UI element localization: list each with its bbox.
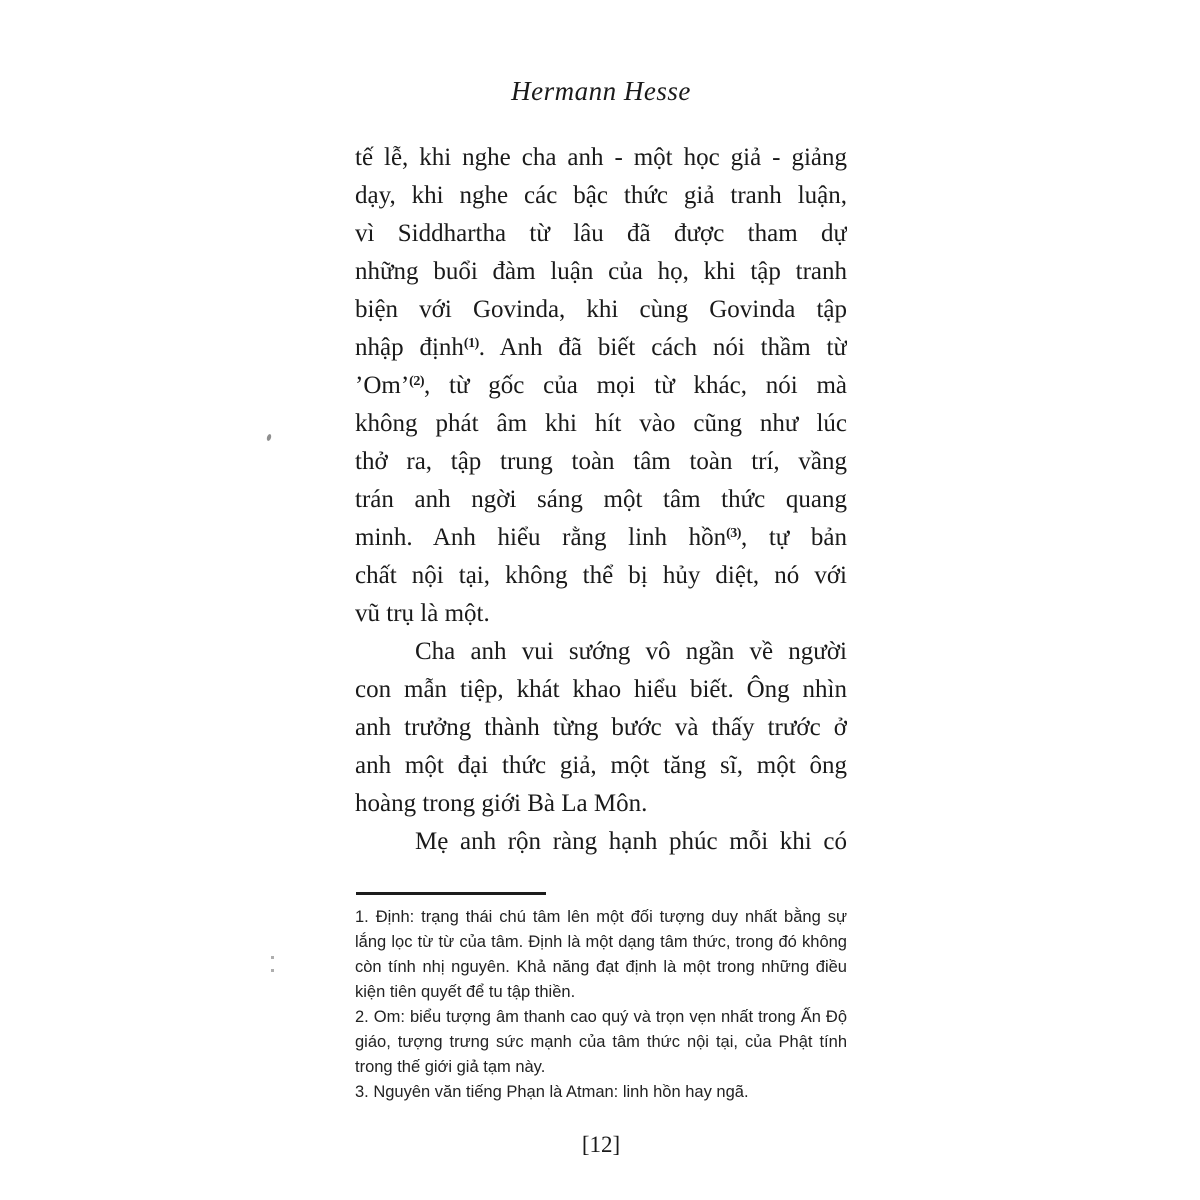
body-line [355, 671, 847, 709]
footnote-line [355, 1055, 847, 1080]
scan-speck [266, 434, 272, 442]
body-line [355, 747, 847, 785]
text-segment: 2. Om: biểu tượng âm thanh cao quý và trọn vẹn nhất trong Ấn Độ [355, 1008, 847, 1026]
footnote-line [355, 1005, 847, 1030]
body-line [355, 405, 847, 443]
text-segment: minh. Anh hiểu rằng linh hồn [355, 524, 727, 551]
text-segment: hoàng trong giới Bà La Môn. [355, 790, 648, 817]
text-segment: giáo, tượng trưng sức mạnh của tâm thức nội tại, của Phật tính [355, 1033, 847, 1051]
page-number: [12] [581, 1132, 621, 1157]
text-segment: biện với Govinda, khi cùng Govinda tập [355, 296, 847, 323]
body-line [355, 785, 847, 823]
footnote-ref-marker: (1) [463, 336, 479, 352]
text-segment: . Anh đã biết cách nói thầm từ [478, 334, 847, 361]
footnote-separator-rule [356, 892, 546, 895]
text-segment: Mẹ anh rộn ràng hạnh phúc mỗi khi có [415, 828, 847, 855]
text-segment: , từ gốc của mọi từ khác, nói mà [423, 372, 847, 399]
text-segment: 3. Nguyên văn tiếng Phạn là Atman: linh hồn hay ngã. [355, 1083, 749, 1101]
text-segment: trong thế giới giả tạm này. [355, 1058, 546, 1076]
text-segment: ’Om’ [355, 372, 410, 399]
body-line [355, 215, 847, 253]
text-segment: thở ra, tập trung toàn tâm toàn trí, vầng [355, 448, 847, 475]
body-line [355, 139, 847, 177]
footnote-line [355, 1080, 847, 1105]
text-segment: tế lễ, khi nghe cha anh - một học giả - giảng [355, 144, 847, 171]
text-segment: 1. Định: trạng thái chú tâm lên một đối tượng duy nhất bằng sự [355, 908, 847, 926]
text-segment: còn tính nhị nguyên. Khả năng đạt định là một trong những điều [355, 958, 847, 976]
body-line [355, 481, 847, 519]
text-segment: lắng lọc từ từ của tâm. Định là một dạng tâm thức, trong đó không [355, 933, 847, 951]
footnote-line [355, 955, 847, 980]
body-line [355, 595, 847, 633]
footnote-line [355, 1030, 847, 1055]
body-line [355, 557, 847, 595]
text-segment: nhập định [355, 334, 464, 361]
text-segment: anh một đại thức giả, một tăng sĩ, một ông [355, 752, 847, 779]
text-segment: chất nội tại, không thể bị hủy diệt, nó với [355, 562, 847, 589]
body-line [355, 253, 847, 291]
footnote-line [355, 905, 847, 930]
body-line [355, 709, 847, 747]
footnotes-block [355, 905, 847, 1105]
footnote-ref-marker: (3) [726, 526, 741, 542]
body-line [355, 519, 847, 557]
text-segment: những buổi đàm luận của họ, khi tập tranh [355, 258, 847, 285]
body-line [355, 177, 847, 215]
text-segment: , tự bản [740, 524, 847, 551]
text-segment: con mẫn tiệp, khát khao hiểu biết. Ông nhìn [355, 676, 847, 703]
footnote-line [355, 930, 847, 955]
text-segment: anh trưởng thành từng bước và thấy trước ở [355, 714, 847, 741]
body-line [355, 291, 847, 329]
text-segment: vũ trụ là một. [355, 600, 490, 627]
scan-speck [271, 956, 274, 972]
body-line [355, 367, 847, 405]
running-header-author: Hermann Hesse [511, 76, 691, 106]
text-segment: Cha anh vui sướng vô ngần về người [415, 638, 847, 665]
body-line [355, 633, 847, 671]
footnote-line [355, 980, 847, 1005]
body-text-block [355, 139, 847, 861]
text-segment: kiện tiên quyết để tu tập thiền. [355, 983, 576, 1001]
text-segment: dạy, khi nghe các bậc thức giả tranh luận, [355, 182, 847, 209]
text-segment: vì Siddhartha từ lâu đã được tham dự [355, 220, 847, 247]
body-line [355, 823, 847, 861]
footnote-ref-marker: (2) [409, 374, 424, 390]
text-segment: trán anh ngời sáng một tâm thức quang [355, 486, 847, 513]
text-segment: không phát âm khi hít vào cũng như lúc [355, 410, 847, 437]
body-line [355, 329, 847, 367]
body-line [355, 443, 847, 481]
